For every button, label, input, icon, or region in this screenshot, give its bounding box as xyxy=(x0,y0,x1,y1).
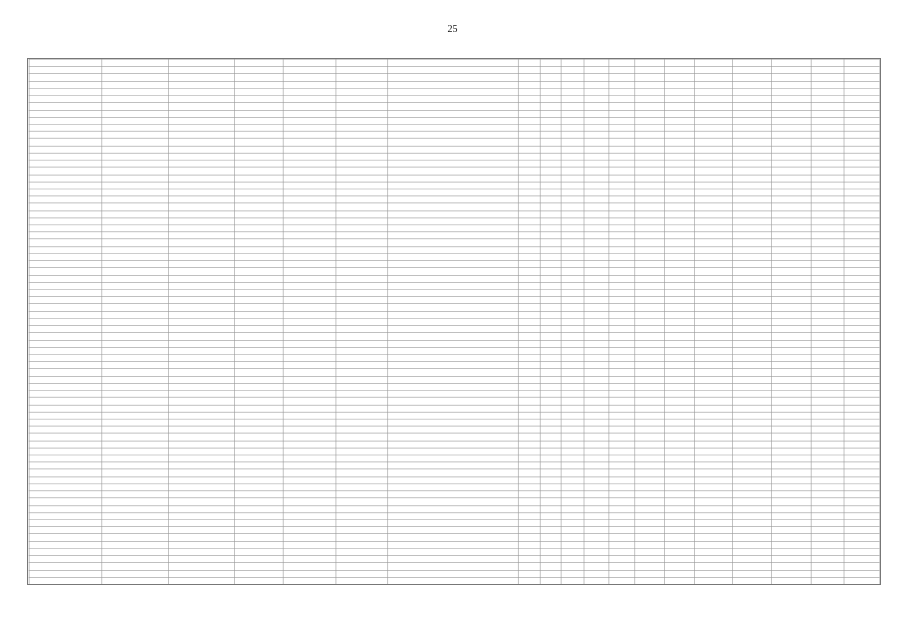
data-table xyxy=(28,59,880,584)
document-sheet xyxy=(27,58,881,585)
page-number: 25 xyxy=(447,24,458,35)
